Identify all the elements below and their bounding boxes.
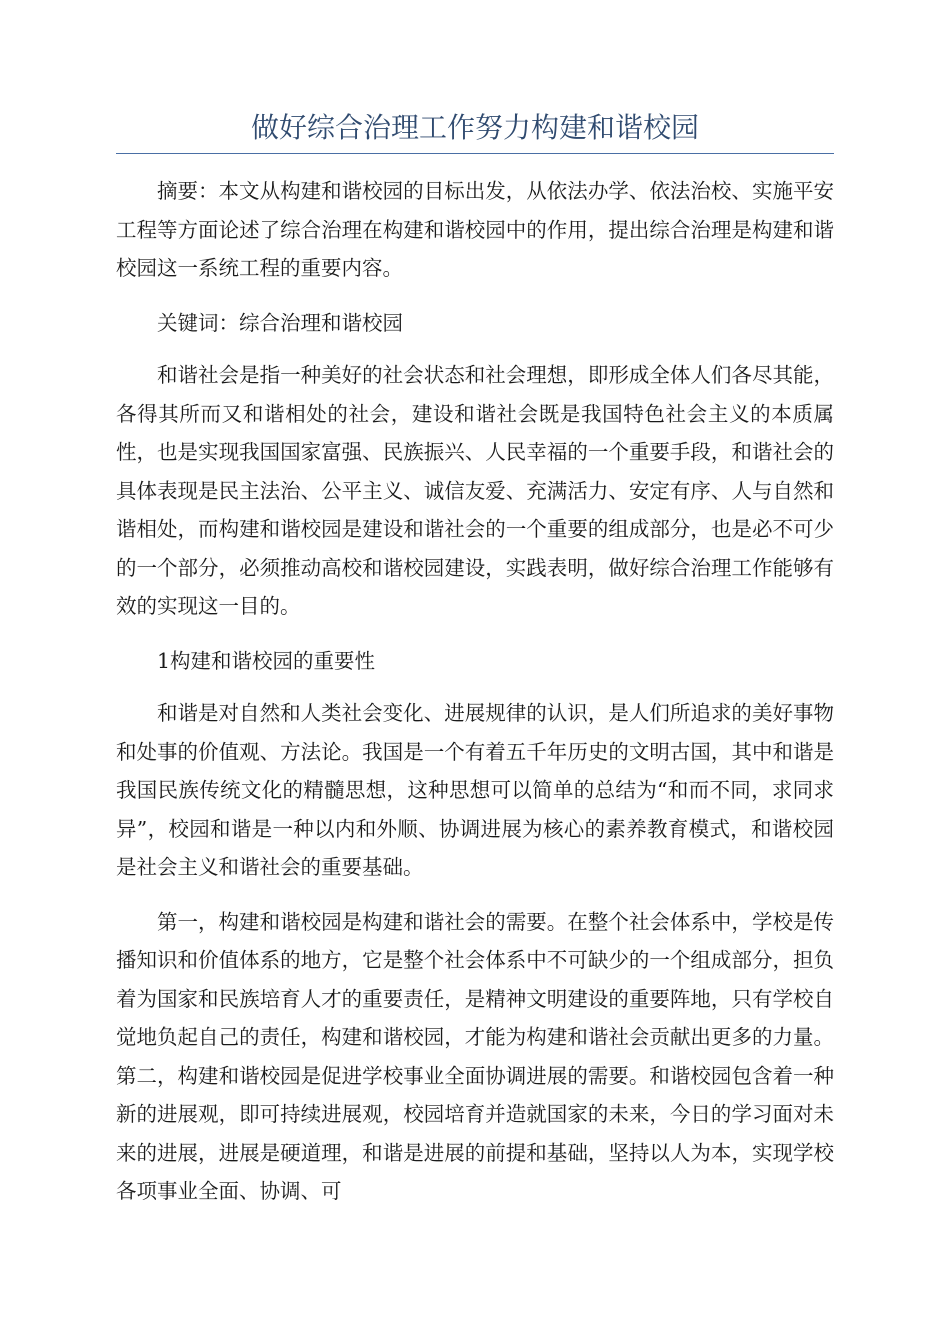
document-body	[116, 172, 834, 1227]
abstract-paragraph: 摘要：本文从构建和谐校园的目标出发，从依法办学、依法治校、实施平安工程等方面论述了综合治理在构建和谐校园中的作用，提出综合治理是构建和谐校园这一系统工程的重要内容。	[116, 179, 834, 280]
body-paragraph: 和谐是对自然和人类社会变化、进展规律的认识，是人们所追求的美好事物和处事的价值观、方法论。我国是一个有着五千年历史的文明古国，其中和谐是我国民族传统文化的精髓思想，这种思想可以简单的总结为“和而不同，求同求异”，校园和谐是一种以内和外顺、协调进展为核心的素养教育模式，和谐校园是社会主义和谐社会的重要基础。	[116, 701, 834, 879]
intro-paragraph: 和谐社会是指一种美好的社会状态和社会理想，即形成全体人们各尽其能，各得其所而又和谐相处的社会，建设和谐社会既是我国特色社会主义的本质属性，也是实现我国国家富强、民族振兴、人民幸福的一个重要手段，和谐社会的具体表现是民主法治、公平主义、诚信友爱、充满活力、安定有序、人与自然和谐相处，而构建和谐校园是建设和谐社会的一个重要的组成部分，也是必不可少的一个部分，必须推动高校和谐校园建设，实践表明，做好综合治理工作能够有效的实现这一目的。	[116, 363, 834, 618]
keywords-line: 关键词：综合治理和谐校园	[157, 310, 403, 335]
document-title: 做好综合治理工作努力构建和谐校园	[250, 111, 699, 144]
body-paragraph: 第一，构建和谐校园是构建和谐社会的需要。在整个社会体系中，学校是传播知识和价值体系的地方，它是整个社会体系中不可缺少的一个组成部分，担负着为国家和民族培育人才的重要责任，是精神文明建设的重要阵地，只有学校自觉地负起自己的责任，构建和谐校园，才能为构建和谐社会贡献出更多的力量。第二，构建和谐校园是促进学校事业全面协调进展的需要。和谐校园包含着一种新的进展观，即可持续进展观，校园培育并造就国家的未来，今日的学习面对未来的进展，进展是硬道理，和谐是进展的前提和基础，坚持以人为本，实现学校各项事业全面、协调、可	[116, 909, 834, 1203]
title-underline	[116, 153, 834, 154]
section-heading: 1构建和谐校园的重要性	[157, 648, 376, 673]
